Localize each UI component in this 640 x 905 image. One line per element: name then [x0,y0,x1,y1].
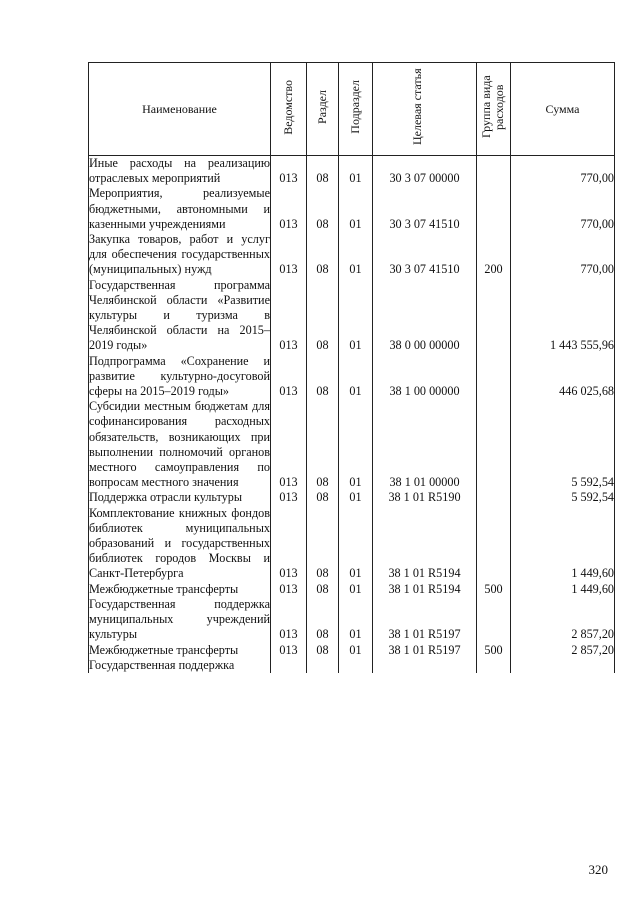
row-razdel-cell [307,278,339,354]
row-summa-cell [511,399,615,490]
row-vedomstvo-cell [271,232,307,278]
row-vedomstvo-cell [271,278,307,354]
row-vedomstvo-cell [271,658,307,673]
row-name-cell-text: Иные расходы на реализацию отраслевых мероприятий [89,156,270,186]
table-row [89,278,615,354]
row-razdel-cell-text: 08 [316,490,329,505]
row-podrazdel-cell [339,490,373,505]
row-celevaya-cell [373,506,477,582]
row-podrazdel-cell-text: 01 [349,581,362,596]
row-podrazdel-cell-text: 01 [349,475,362,490]
row-name-cell [89,597,271,643]
row-vedomstvo-cell-text: 013 [279,581,298,596]
row-celevaya-cell [373,643,477,658]
row-gruppa-cell [477,232,511,278]
row-name-cell [89,582,271,597]
row-gruppa-cell-text: 500 [484,642,503,657]
row-vedomstvo-cell [271,399,307,490]
row-summa-cell [511,506,615,582]
row-gruppa-cell [477,354,511,400]
row-gruppa-cell [477,582,511,597]
table-row [89,506,615,582]
row-razdel-cell [307,156,339,187]
row-summa-cell [511,582,615,597]
row-gruppa-cell [477,597,511,643]
row-podrazdel-cell [339,278,373,354]
row-celevaya-cell-text: 38 1 01 R5197 [388,627,461,642]
row-razdel-cell [307,643,339,658]
header-vedomstvo: Ведомство [271,63,307,156]
row-summa-cell [511,232,615,278]
row-vedomstvo-cell [271,582,307,597]
table-row [89,597,615,643]
row-celevaya-cell [373,156,477,187]
row-razdel-cell-text: 08 [316,216,329,231]
row-summa-cell-text: 1 449,60 [571,581,614,596]
row-vedomstvo-cell [271,643,307,658]
row-vedomstvo-cell-text: 013 [279,216,298,231]
row-celevaya-cell [373,490,477,505]
header-gruppa-vida-raskhodov: Группа вида расходов [477,63,511,156]
row-name-cell-text: Закупка товаров, работ и услуг для обеспечения государственных (муниципальных) нужд [89,232,270,277]
row-vedomstvo-cell [271,597,307,643]
row-vedomstvo-cell [271,354,307,400]
row-name-cell-text: Субсидии местным бюджетам для софинансирования расходных обязательств, возникающих при выполнении полномочий органов местного самоуправления по вопросам местного значения [89,399,270,490]
row-vedomstvo-cell-text: 013 [279,171,298,186]
row-name-cell [89,278,271,354]
row-podrazdel-cell-text: 01 [349,216,362,231]
table-row [89,399,615,490]
row-razdel-cell-text: 08 [316,627,329,642]
row-gruppa-cell [477,156,511,187]
row-celevaya-cell [373,597,477,643]
row-podrazdel-cell-text: 01 [349,490,362,505]
row-name-cell [89,506,271,582]
row-podrazdel-cell-text: 01 [349,642,362,657]
row-name-cell-text: Подпрограмма «Сохранение и развитие культурно-досуговой сферы на 2015–2019 годы» [89,353,270,399]
row-razdel-cell-text: 08 [316,262,329,277]
row-razdel-cell [307,506,339,582]
row-name-cell-text: Межбюджетные трансферты [89,642,239,657]
table-row [89,156,615,187]
row-summa-cell-text: 446 025,68 [559,384,614,399]
row-summa-cell [511,156,615,187]
table-row [89,643,615,658]
row-razdel-cell-text: 08 [316,384,329,399]
row-name-cell-text: Комплектование книжных фондов библиотек муниципальных образований и государственных библиотек городов Москвы и Санкт-Петербурга [89,505,270,581]
row-razdel-cell-text: 08 [316,338,329,353]
row-name-cell [89,643,271,658]
row-vedomstvo-cell-text: 013 [279,475,298,490]
row-podrazdel-cell [339,232,373,278]
row-summa-cell [511,278,615,354]
row-vedomstvo-cell-text: 013 [279,490,298,505]
header-summa: Сумма [511,63,615,156]
row-name-cell [89,156,271,187]
row-name-cell [89,232,271,278]
row-vedomstvo-cell-text: 013 [279,384,298,399]
budget-table-wrapper [88,62,614,673]
row-podrazdel-cell [339,186,373,232]
row-podrazdel-cell [339,156,373,187]
row-summa-cell-text: 770,00 [580,216,614,231]
row-celevaya-cell-text: 38 1 01 00000 [389,475,460,490]
row-podrazdel-cell [339,658,373,673]
row-gruppa-cell [477,399,511,490]
row-summa-cell [511,643,615,658]
row-podrazdel-cell-text: 01 [349,171,362,186]
row-razdel-cell [307,354,339,400]
row-gruppa-cell [477,658,511,673]
row-celevaya-cell-text: 30 3 07 41510 [389,216,460,231]
row-name-cell-text: Государственная программа Челябинской области «Развитие культуры и туризма в Челябинской области на 2015–2019 годы» [89,277,270,353]
row-summa-cell [511,658,615,673]
table-row [89,658,615,673]
row-summa-cell [511,490,615,505]
row-name-cell [89,658,271,673]
budget-table [88,62,615,673]
header-celevaya-statya: Целевая статья [373,63,477,156]
row-podrazdel-cell [339,399,373,490]
table-header [89,63,615,156]
row-razdel-cell [307,232,339,278]
row-summa-cell-text: 2 857,20 [571,642,614,657]
row-podrazdel-cell-text: 01 [349,627,362,642]
row-celevaya-cell [373,399,477,490]
row-razdel-cell-text: 08 [316,566,329,581]
row-gruppa-cell [477,186,511,232]
row-podrazdel-cell [339,597,373,643]
row-name-cell-text: Поддержка отрасли культуры [89,490,243,505]
row-celevaya-cell-text: 38 1 01 R5194 [388,566,461,581]
row-name-cell [89,490,271,505]
row-vedomstvo-cell-text: 013 [279,642,298,657]
row-summa-cell-text: 1 449,60 [571,566,614,581]
row-summa-cell-text: 770,00 [580,171,614,186]
row-name-cell-text: Государственная поддержка [89,657,235,672]
row-vedomstvo-cell-text: 013 [279,262,298,277]
row-summa-cell-text: 2 857,20 [571,627,614,642]
row-razdel-cell [307,186,339,232]
table-body [89,156,615,673]
table-row [89,490,615,505]
page-number: 320 [588,862,608,877]
row-celevaya-cell-text: 38 1 01 R5190 [388,490,461,505]
row-summa-cell-text: 1 443 555,96 [550,338,614,353]
row-podrazdel-cell [339,506,373,582]
row-vedomstvo-cell [271,490,307,505]
row-summa-cell-text: 5 592,54 [571,475,614,490]
row-razdel-cell [307,490,339,505]
row-podrazdel-cell-text: 01 [349,384,362,399]
row-summa-cell-text: 5 592,54 [571,490,614,505]
row-podrazdel-cell-text: 01 [349,566,362,581]
row-celevaya-cell-text: 30 3 07 00000 [389,171,460,186]
row-razdel-cell-text: 08 [316,581,329,596]
header-podrazdel: Подраздел [339,63,373,156]
row-celevaya-cell [373,658,477,673]
row-podrazdel-cell-text: 01 [349,338,362,353]
table-row [89,186,615,232]
row-podrazdel-cell [339,582,373,597]
table-row [89,354,615,400]
row-vedomstvo-cell [271,156,307,187]
row-celevaya-cell [373,582,477,597]
row-razdel-cell-text: 08 [316,171,329,186]
row-summa-cell-text: 770,00 [580,262,614,277]
row-razdel-cell [307,658,339,673]
row-razdel-cell-text: 08 [316,475,329,490]
row-razdel-cell [307,582,339,597]
row-celevaya-cell-text: 38 0 00 00000 [389,338,460,353]
row-gruppa-cell-text: 200 [484,262,503,277]
row-gruppa-cell-text: 500 [484,581,503,596]
row-celevaya-cell [373,232,477,278]
row-vedomstvo-cell [271,506,307,582]
row-name-cell [89,399,271,490]
header-name: Наименование [89,63,271,156]
row-vedomstvo-cell-text: 013 [279,338,298,353]
row-podrazdel-cell-text: 01 [349,262,362,277]
table-row [89,582,615,597]
row-gruppa-cell [477,506,511,582]
row-celevaya-cell [373,278,477,354]
row-razdel-cell [307,399,339,490]
row-summa-cell [511,597,615,643]
row-summa-cell [511,186,615,232]
row-razdel-cell-text: 08 [316,642,329,657]
row-razdel-cell [307,597,339,643]
row-celevaya-cell-text: 30 3 07 41510 [389,262,460,277]
row-podrazdel-cell [339,354,373,400]
row-celevaya-cell-text: 38 1 01 R5194 [388,581,461,596]
row-name-cell [89,354,271,400]
row-gruppa-cell [477,490,511,505]
row-vedomstvo-cell [271,186,307,232]
header-razdel: Раздел [307,63,339,156]
row-celevaya-cell-text: 38 1 00 00000 [389,384,460,399]
row-name-cell-text: Мероприятия, реализуемые бюджетными, автономными и казенными учреждениями [89,186,270,231]
row-gruppa-cell [477,643,511,658]
table-row [89,232,615,278]
row-name-cell-text: Государственная поддержка муниципальных учреждений культуры [89,596,270,642]
row-name-cell [89,186,271,232]
row-gruppa-cell [477,278,511,354]
row-vedomstvo-cell-text: 013 [279,627,298,642]
row-podrazdel-cell [339,643,373,658]
row-name-cell-text: Межбюджетные трансферты [89,581,239,596]
row-vedomstvo-cell-text: 013 [279,566,298,581]
row-summa-cell [511,354,615,400]
row-celevaya-cell [373,186,477,232]
row-celevaya-cell-text: 38 1 01 R5197 [388,642,461,657]
row-celevaya-cell [373,354,477,400]
